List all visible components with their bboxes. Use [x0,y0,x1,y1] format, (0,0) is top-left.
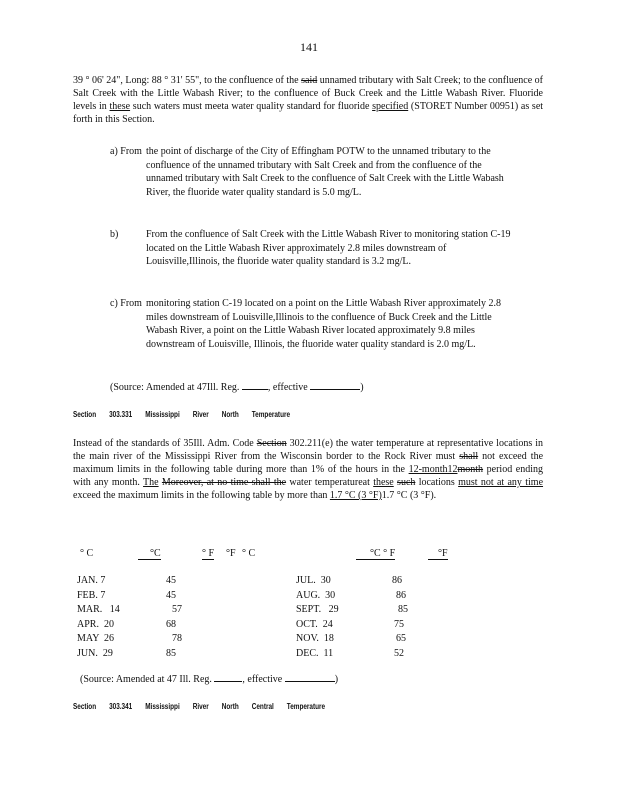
item-c [110,297,520,351]
table-row: AUG. 30 [296,589,336,601]
source-2-reg-blank [214,672,242,682]
left-fahrenheit [166,574,196,661]
header-c-f: °C ° F [356,548,395,560]
header-f-3: °F [428,548,448,560]
table-row: NOV. 18 [296,633,334,644]
table-cell: 85 [398,604,408,615]
header-c-1: ° C [80,548,94,559]
right-months [296,574,376,661]
body-331-underline-limit: 1.7 °C (3 °F) [329,490,382,501]
table-row: MAY 26 [77,633,115,644]
body-331-t3: not exceed the maximum limits in the following table during more than 1% of the hours in the [73,451,544,475]
source-2-mid: , effective [242,674,283,685]
header-c-3: ° C [242,548,256,559]
body-331-t2: 302.211(e) the water temperature at representative locations in the main river of the Mississippi River from the Wisconsin border to the Rock River must [73,438,544,462]
body-331-underline-12: 12 [447,464,458,475]
item-c-label: c) From [110,298,142,309]
body-331-t1: Instead of the standards of 35Ill. Adm. Code [73,438,254,449]
table-cell: 65 [396,633,406,644]
source-1-reg-blank [242,380,268,390]
source-1-prefix: (Source: Amended at 47Ill. Reg. [110,382,240,393]
body-331-strike-section: Section [256,438,287,449]
item-a-label: a) From [110,146,142,157]
source-1-date-blank [310,380,360,390]
source-1-suffix: ) [360,382,364,393]
body-331-t4: period ending with any month. [73,464,544,488]
table-row: SEPT. 29 [296,604,339,615]
source-note-1 [110,380,364,393]
table-cell: 86 [392,575,402,586]
header-c-2: °C [138,548,161,560]
section-341-number: Section 303.341 [73,702,133,711]
source-1-mid: , effective [267,382,308,393]
table-row: DEC. 11 [296,647,334,659]
item-a-text: the point of discharge of the City of Effingham POTW to the unnamed tributary to the confluence of the unnamed tributary with Salt Creek and from the confluence of the unnamed tributary with Salt Creek to the confluence of Salt Creek with the Little Wabash River, the fluoride water quality standard is 5.0 mg/L. [146,146,504,198]
table-row: FEB. 7 [77,589,106,601]
item-b-label: b) [110,229,119,240]
item-b [110,228,520,269]
source-2-date-blank [285,672,335,682]
body-331-strike-such: such [397,477,416,488]
body-331-t7: exceed the maximum limits in the following table by more than [73,490,328,501]
source-note-2 [80,672,338,685]
table-cell: 86 [396,589,406,601]
source-2-prefix: (Source: Amended at 47 Ill. Reg. [80,674,212,685]
section-331-number: Section 303.331 [73,410,133,419]
page-number: 141 [300,40,318,54]
intro-underline-these: these [109,101,131,112]
item-c-text: monitoring station C-19 located on a point on the Little Wabash River approximately 2.8 miles downstream of Louisville,Illinois to the confluence of Buck Creek and the Little Wabash River, a point on the Little Wabash River located approximately 9.8 miles downstream of Louisville, Illinois, the fluoride water quality standard is 2.0 mg/L. [146,298,502,350]
table-row: APR. 20 [77,618,114,630]
body-331-t5: water temperatureat [289,477,370,488]
section-341-title: Mississippi River North Central Temperature [145,702,326,711]
body-331-strike-month: month [457,464,484,475]
table-cell: 75 [394,618,404,630]
section-331-body [73,437,543,502]
header-f-2: °F [226,548,236,559]
intro-text-1: 39 ° 06' 24", Long: 88 ° 31' 55", to the confluence of the [73,75,299,86]
body-331-strike-moreover: Moreover, at no time shall the [161,477,287,488]
body-331-underline-the: The [143,477,159,488]
body-331-strike-shall: shall [459,451,479,462]
body-331-t6: locations [418,477,455,488]
intro-text-4: (STORET Number 00951) as set forth in this Section. [73,101,544,125]
section-331-heading [73,410,290,419]
section-331-title: Mississippi River North Temperature [145,410,291,419]
table-row: JUL. 30 [296,575,331,586]
intro-paragraph [73,74,543,126]
item-a [110,145,520,199]
table-cell: 45 [166,589,176,601]
table-cell: 68 [166,618,176,630]
table-cell: 52 [394,647,404,659]
source-2-suffix: ) [334,674,339,685]
intro-strike-said: said [301,75,318,86]
table-row: JUN. 29 [77,647,113,659]
table-row: MAR. 14 [77,604,120,615]
body-331-underline-12month: 12-month [408,464,448,475]
intro-underline-specified: specified [372,101,409,112]
right-fahrenheit [392,574,422,661]
body-331-underline-these: these [373,477,394,488]
table-cell: 45 [166,575,176,586]
intro-text-3: such waters must meeta water quality standard for fluoride [132,101,370,112]
intro-text-2: unnamed tributary with Salt Creek; to the confluence of Salt Creek with the Little Wabash River; to the confluence of Buck Creek and the Little Wabash River. Fluoride levels in [73,75,544,112]
table-cell: 85 [166,647,176,659]
item-b-text: From the confluence of Salt Creek with the Little Wabash River to monitoring station C-19 located on the Little Wabash River approximately 2.8 miles downstream of Louisville,Illinois, the fluoride water quality standard is 3.2 mg/L. [146,229,511,267]
table-row: JAN. 7 [77,575,106,586]
table-row: OCT. 24 [296,618,333,630]
body-331-underline-must: must not at any time [458,477,544,488]
section-341-heading [73,702,325,711]
table-cell: 78 [172,633,182,644]
body-331-t8: 1.7 °C (3 °F). [381,490,437,501]
left-months [77,574,120,661]
header-f-1: ° F [202,548,215,559]
table-cell: 57 [172,604,182,615]
